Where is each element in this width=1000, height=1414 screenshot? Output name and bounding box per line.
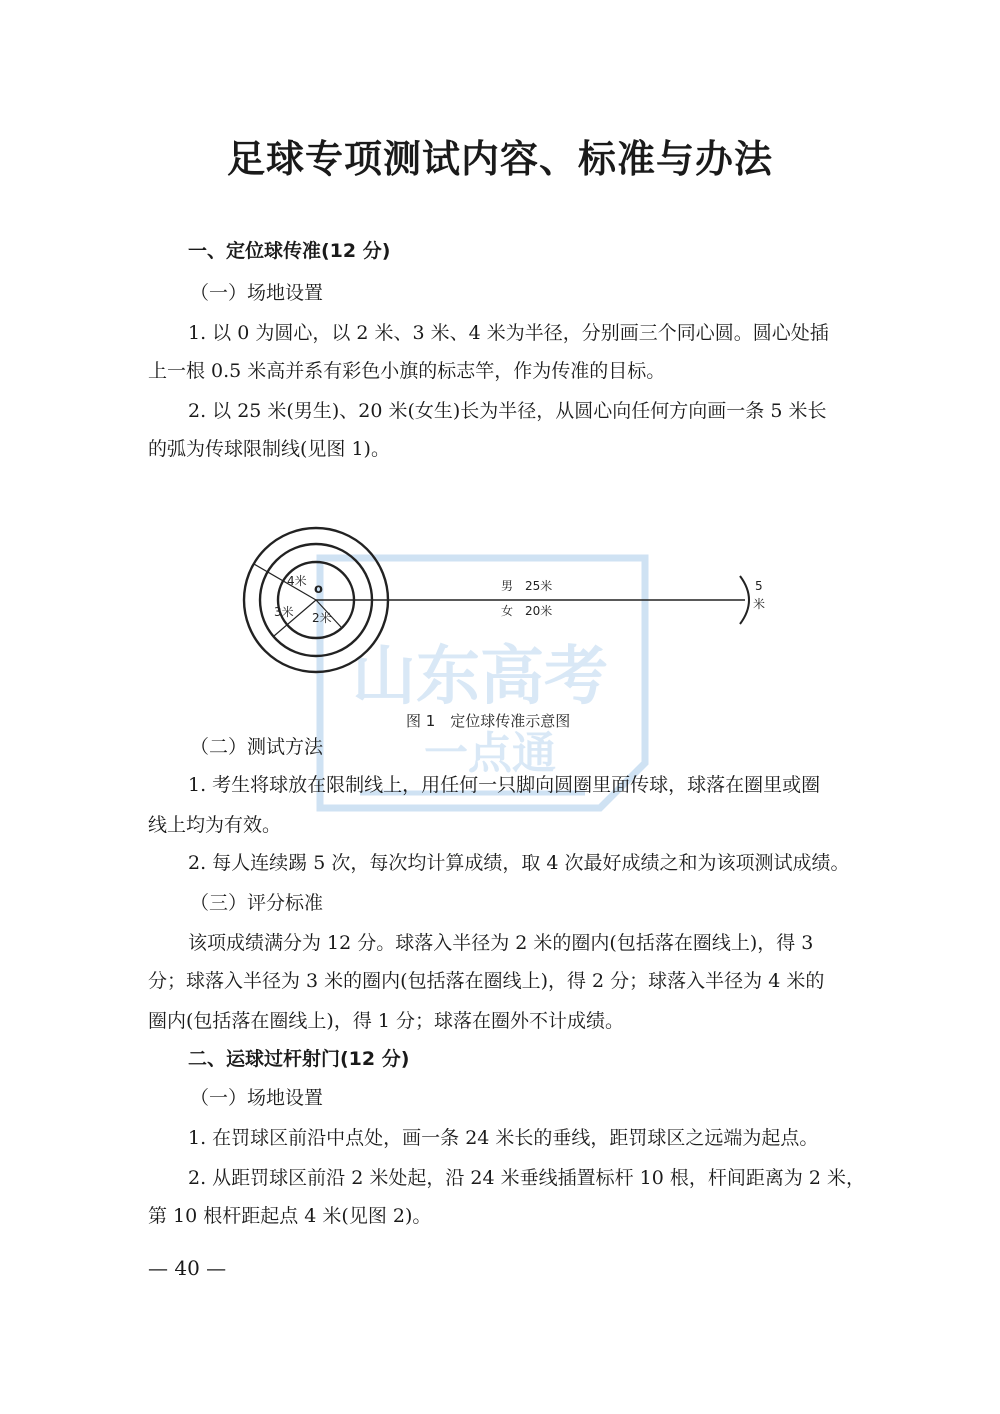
paragraph-line: 2. 每人连续踢 5 次，每次均计算成绩，取 4 次最好成绩之和为该项测试成绩。 [188,852,850,874]
paragraph-line: 线上均为有效。 [148,814,282,836]
label-female: 女 20米 [501,604,553,618]
paragraph-line: 2. 从距罚球区前沿 2 米处起，沿 24 米垂线插置标杆 10 根，杆间距离为 2 米， [188,1167,866,1189]
section-heading-2: 二、运球过杆射门(12 分) [188,1048,410,1070]
paragraph-line: 1. 在罚球区前沿中点处，画一条 24 米长的垂线，距罚球区之远端为起点。 [188,1127,819,1149]
label-4m: 4米 [287,574,307,588]
paragraph-line: 的弧为传球限制线(见图 1)。 [148,438,390,460]
page-title: 足球专项测试内容、标准与办法 [226,136,773,181]
paragraph-line: 2. 以 25 米(男生)、20 米(女生)长为半径，从圆心向任何方向画一条 5 米长 [188,400,827,422]
label-2m: 2米 [312,611,332,625]
watermark-subtext: 一点通 [424,728,556,779]
watermark-text: 山东高考 [352,640,608,714]
label-male: 男 25米 [501,579,553,593]
label-arc-unit: 米 [753,597,766,611]
subheading-method: （二）测试方法 [190,736,324,758]
subheading-scoring: （三）评分标准 [190,892,324,914]
paragraph-line: 该项成绩满分为 12 分。球落入半径为 2 米的圈内(包括落在圈线上)，得 3 [188,932,814,954]
page-number: — 40 — [148,1256,227,1280]
paragraph-line: 分；球落入半径为 3 米的圈内(包括落在圈线上)，得 2 分；球落入半径为 4 米的 [148,970,825,992]
label-arc-length: 5 [755,579,763,593]
label-3m: 3米 [274,605,294,619]
subheading-venue: （一）场地设置 [190,282,324,304]
figure-caption: 图 1 定位球传准示意图 [406,712,571,730]
section-heading-1: 一、定位球传准(12 分) [188,240,391,262]
figure-concentric-circles [230,520,790,740]
paragraph-line: 1. 考生将球放在限制线上，用任何一只脚向圆圈里面传球，球落在圈里或圈 [188,774,821,796]
paragraph-line: 1. 以 0 为圆心，以 2 米、3 米、4 米为半径，分别画三个同心圆。圆心处插 [188,322,829,344]
label-origin: o [314,582,323,597]
paragraph-line: 上一根 0.5 米高并系有彩色小旗的标志竿，作为传准的目标。 [148,360,666,382]
subheading-venue-2: （一）场地设置 [190,1087,324,1109]
paragraph-line: 第 10 根杆距起点 4 米(见图 2)。 [148,1205,432,1227]
paragraph-line: 圈内(包括落在圈线上)，得 1 分；球落在圈外不计成绩。 [148,1010,624,1032]
